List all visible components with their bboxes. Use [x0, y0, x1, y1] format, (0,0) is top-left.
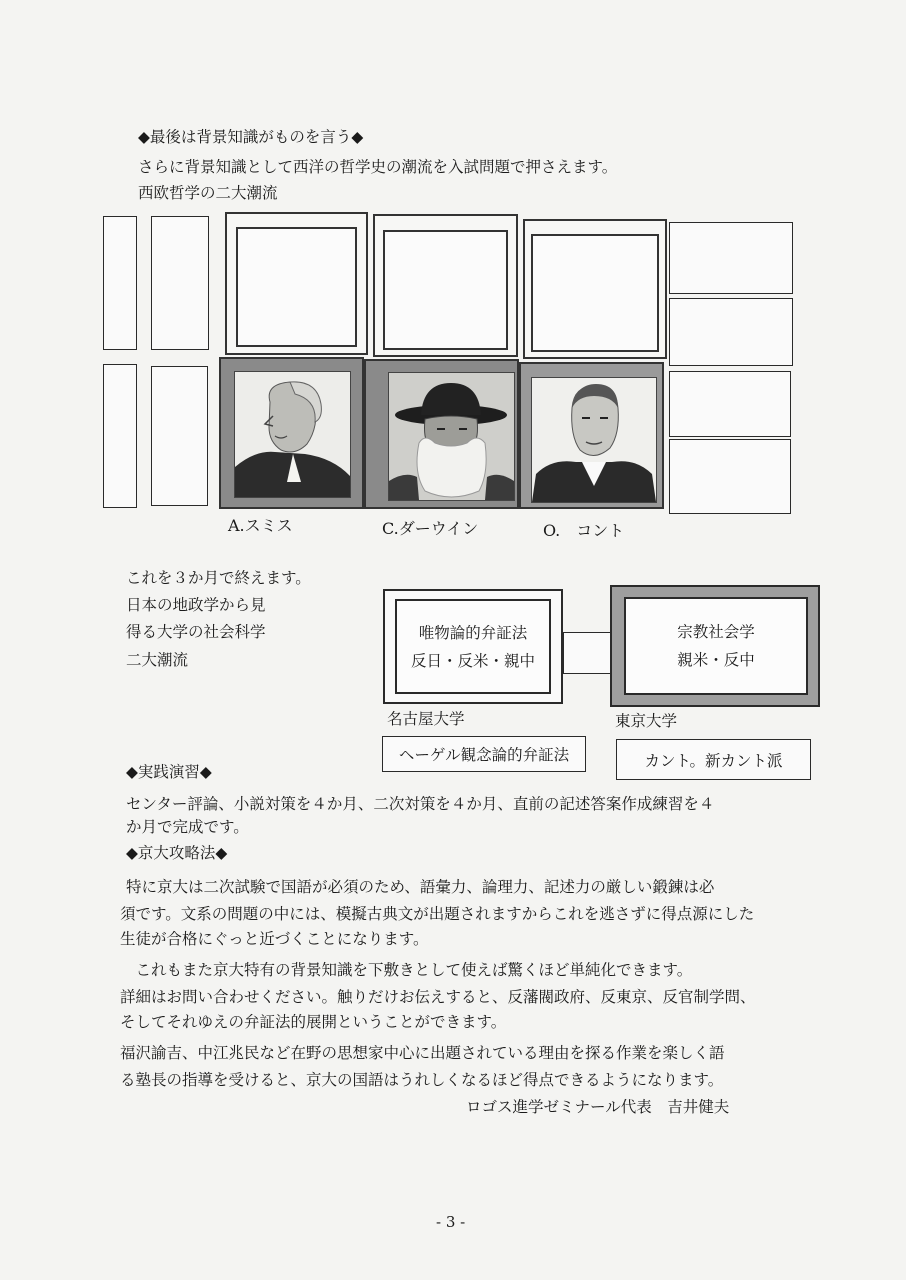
- signature: ロゴス進学ゼミナール代表 吉井健夫: [466, 1098, 730, 1116]
- tokyo-line2: 親米・反中: [677, 651, 755, 669]
- diagram-empty-frame: [225, 212, 368, 355]
- portrait-darwin: [364, 359, 519, 509]
- kyoto-heading: ◆京大攻略法◆: [126, 844, 228, 862]
- diagram-empty-box: [669, 298, 793, 366]
- portrait-comte: [519, 362, 664, 509]
- intro-line: さらに背景知識として西洋の哲学史の潮流を入試問題で押さえます。: [138, 158, 618, 176]
- nagoya-university-label: 名古屋大学: [387, 710, 465, 728]
- tokyo-sub: カント。新カント派: [644, 751, 783, 770]
- caption-darwin: C.ダーウイン: [382, 519, 479, 538]
- diagram-empty-box: [151, 216, 209, 350]
- heading-background-knowledge: ◆最後は背景知識がものを言う◆: [138, 128, 364, 146]
- practice-line2: か月で完成です。: [126, 818, 249, 836]
- diagram-empty-frame: [373, 214, 518, 357]
- nagoya-sub: ヘーゲル観念論的弁証法: [398, 746, 570, 764]
- kyoto-line8: る塾長の指導を受けると、京大の国語はうれしくなるほど得点できるようになります。: [120, 1071, 724, 1089]
- caption-smith: A.スミス: [228, 516, 293, 535]
- diagram-empty-box: [669, 439, 791, 514]
- caption-comte: O. コント: [543, 521, 625, 540]
- smith-portrait-icon: [235, 372, 350, 497]
- tokyo-sub-box: [616, 739, 811, 780]
- tokyo-line1: 宗教社会学: [677, 623, 755, 641]
- left-text-line3: 得る大学の社会科学: [126, 623, 266, 641]
- kyoto-line7: 福沢諭吉、中江兆民など在野の思想家中心に出題されている理由を探る作業を楽しく語: [120, 1044, 725, 1062]
- left-text-line1: これを３か月で終えます。: [126, 569, 311, 587]
- comte-portrait-icon: [532, 378, 656, 502]
- kyoto-line2: 須です。文系の問題の中には、模擬古典文が出題されますからこれを逃さずに得点源にした: [120, 905, 755, 923]
- kyoto-line5: 詳細はお問い合わせください。触りだけお伝えすると、反藩閥政府、反東京、反官制学問、: [120, 988, 756, 1006]
- left-text-line2: 日本の地政学から見: [126, 596, 266, 614]
- nagoya-line2: 反日・反米・親中: [410, 651, 535, 670]
- diagram-empty-box: [669, 371, 791, 437]
- diagram-empty-frame: [523, 219, 667, 359]
- diagram-empty-box: [151, 366, 208, 506]
- practice-line1: センター評論、小説対策を４か月、二次対策を４か月、直前の記述答案作成練習を４: [126, 795, 715, 813]
- diagram-empty-box: [103, 216, 137, 350]
- kyoto-line4: これもまた京大特有の背景知識を下敷きとして使えば驚くほど単純化できます。: [120, 961, 693, 979]
- left-text-line4: 二大潮流: [126, 651, 189, 669]
- portrait-smith: [219, 357, 364, 509]
- nagoya-box: [383, 589, 563, 704]
- darwin-portrait-icon: [389, 373, 514, 500]
- diagram-empty-box: [669, 222, 793, 294]
- nagoya-line1: 唯物論的弁証法: [418, 623, 528, 642]
- connector-box: [563, 632, 611, 674]
- kyoto-line1: 特に京大は二次試験で国語が必須のため、語彙力、論理力、記述力の厳しい鍛錬は必: [126, 878, 715, 896]
- nagoya-sub-box: [382, 736, 586, 772]
- kyoto-line3: 生徒が合格にぐっと近づくことになります。: [120, 930, 429, 948]
- diagram-empty-box: [103, 364, 137, 508]
- practice-heading: ◆実践演習◆: [126, 763, 212, 781]
- tokyo-university-label: 東京大学: [615, 712, 678, 730]
- kyoto-line6: そしてそれゆえの弁証法的展開ということができます。: [120, 1013, 507, 1031]
- page-number: - 3 -: [436, 1213, 466, 1231]
- tokyo-box: [610, 585, 820, 707]
- diagram-title: 西欧哲学の二大潮流: [138, 184, 278, 202]
